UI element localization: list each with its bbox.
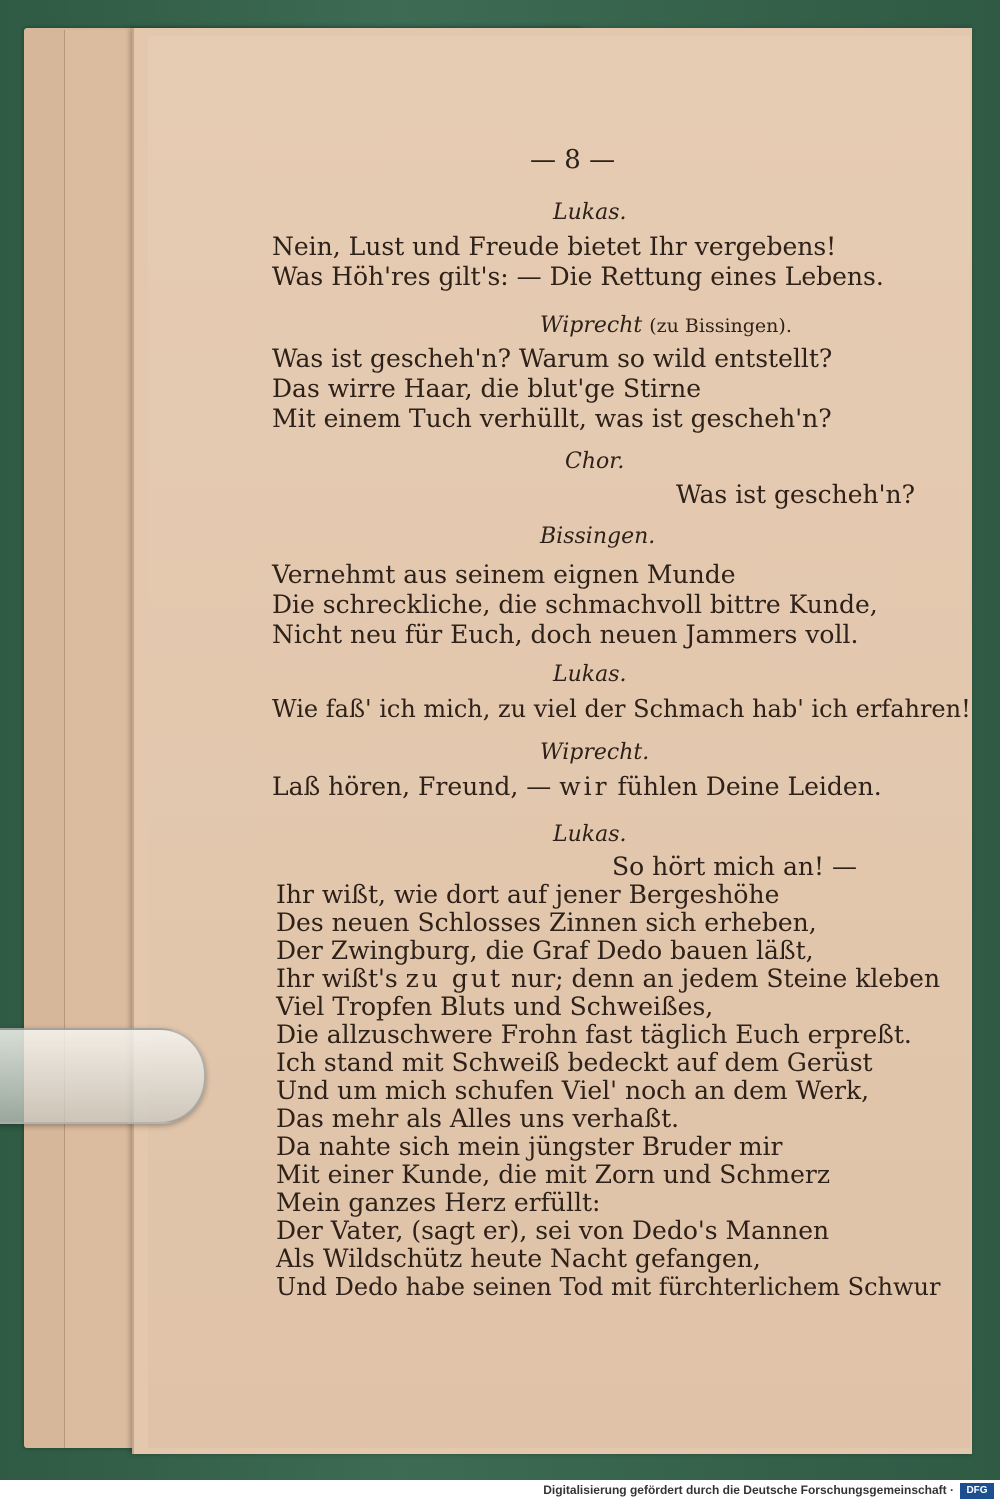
verse-line: Da nahte sich mein jüngster Bruder mir <box>276 1132 783 1161</box>
verse-line: Die allzuschwere Frohn fast täglich Euch erpreßt. <box>276 1020 912 1049</box>
dfg-logo-icon: DFG <box>960 1483 994 1499</box>
speaker-bissingen: Bissingen. <box>540 524 656 549</box>
speaker-chor: Chor. <box>565 449 625 474</box>
emphasis: wir <box>559 772 610 801</box>
verse-line: Der Vater, (sagt er), sei von Dedo's Mannen <box>276 1216 830 1245</box>
verse-line: Ihr wißt, wie dort auf jener Bergeshöhe <box>276 880 780 909</box>
verse-line: Ich stand mit Schweiß bedeckt auf dem Gerüst <box>276 1048 873 1077</box>
speaker-lukas: Lukas. <box>553 662 627 687</box>
footer-bar <box>0 1480 1000 1502</box>
verse-line: Und um mich schufen Viel' noch an dem Werk, <box>276 1076 870 1105</box>
emphasis: zu gut <box>405 964 504 993</box>
speaker-wiprecht: Wiprecht. <box>540 740 650 765</box>
verse-line: Was ist gescheh'n? Warum so wild entstellt? <box>272 344 833 373</box>
verse-line: So hört mich an! — <box>612 852 857 881</box>
stage-direction: (zu Bissingen). <box>649 315 792 337</box>
verse-line: Der Zwingburg, die Graf Dedo bauen läßt, <box>276 936 814 965</box>
verse-line: Wie faß' ich mich, zu viel der Schmach hab' ich erfahren! <box>272 695 971 723</box>
verse-line: Als Wildschütz heute Nacht gefangen, <box>276 1244 761 1273</box>
speaker-wiprecht <box>540 311 792 341</box>
page-number: — 8 — <box>530 145 616 175</box>
verse-line: Des neuen Schlosses Zinnen sich erheben, <box>276 908 817 937</box>
verse-line: Nein, Lust und Freude bietet Ihr vergebens! <box>272 232 837 261</box>
verse-line: Mit einem Tuch verhüllt, was ist gescheh'n? <box>272 404 832 433</box>
speaker-name: Wiprecht <box>540 313 643 338</box>
verse-line: Das mehr als Alles uns verhaßt. <box>276 1104 680 1133</box>
verse-line: Das wirre Haar, die blut'ge Stirne <box>272 374 701 403</box>
verse-line: Vernehmt aus seinem eignen Munde <box>272 560 736 589</box>
speaker-lukas: Lukas. <box>553 200 627 225</box>
verse-line: Und Dedo habe seinen Tod mit fürchterlichem Schwur <box>276 1273 941 1301</box>
verse-line: Was ist gescheh'n? <box>676 480 916 509</box>
verse-line: Mit einer Kunde, die mit Zorn und Schmerz <box>276 1160 831 1189</box>
verse-line: Nicht neu für Euch, doch neuen Jammers voll. <box>272 620 859 649</box>
verse-line: Laß hören, Freund, — wir fühlen Deine Leiden. <box>272 772 882 801</box>
funding-credit: Digitalisierung gefördert durch die Deutsche Forschungsgemeinschaft · <box>543 1483 954 1497</box>
verse-line: Was Höh'res gilt's: — Die Rettung eines Lebens. <box>272 262 884 291</box>
verse-line: Mein ganzes Herz erfüllt: <box>276 1188 601 1217</box>
verse-line: Viel Tropfen Bluts und Schweißes, <box>276 992 714 1021</box>
speaker-lukas: Lukas. <box>553 822 627 847</box>
verse-line: Ihr wißt's zu gut nur; denn an jedem Steine kleben <box>276 964 941 993</box>
verse-line: Die schreckliche, die schmachvoll bittre Kunde, <box>272 590 878 619</box>
